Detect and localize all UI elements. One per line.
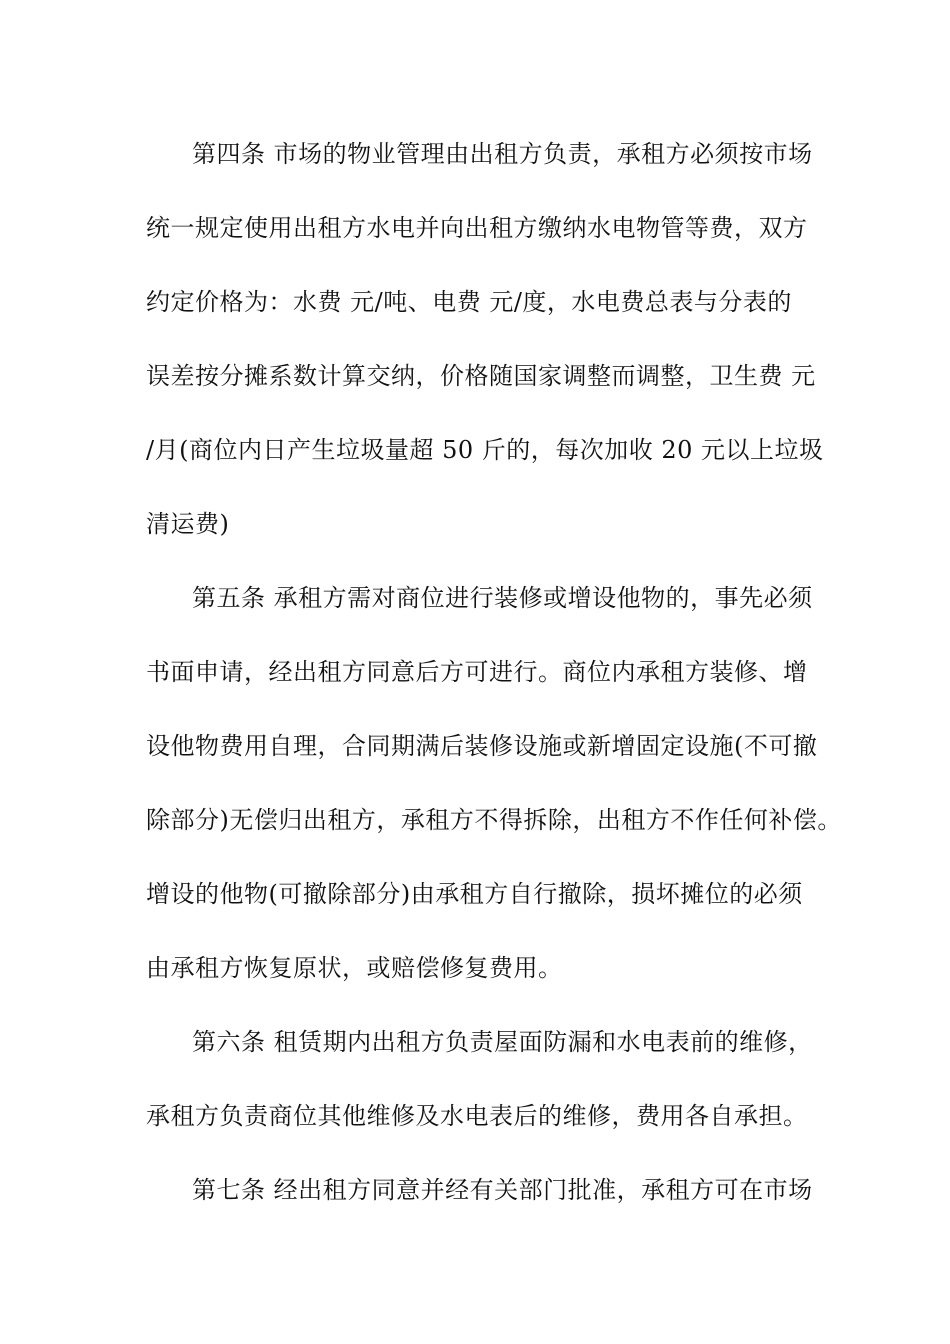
article-5-line-4: 除部分)无偿归出租方，承租方不得拆除，出租方不作任何补偿。 (146, 806, 842, 834)
article-5-line-3: 设他物费用自理，合同期满后装修设施或新增固定设施(不可撤 (146, 732, 818, 760)
article-4-line-6: 清运费) (146, 510, 230, 538)
article-4-line-4: 误差按分摊系数计算交纳，价格随国家调整而调整，卫生费 元 (146, 362, 816, 390)
article-7-line-1: 第七条 经出租方同意并经有关部门批准，承租方可在市场 (192, 1176, 813, 1204)
article-4-line-3: 约定价格为：水费 元/吨、电费 元/度，水电费总表与分表的 (146, 288, 792, 316)
article-6-line-2: 承租方负责商位其他维修及水电表后的维修，费用各自承担。 (146, 1102, 808, 1130)
article-5-line-6: 由承租方恢复原状，或赔偿修复费用。 (146, 954, 563, 982)
article-5-line-1: 第五条 承租方需对商位进行装修或增设他物的，事先必须 (192, 584, 813, 612)
contract-text (146, 132, 842, 1242)
article-4-line-1: 第四条 市场的物业管理由出租方负责，承租方必须按市场 (192, 140, 813, 168)
article-5-line-2: 书面申请，经出租方同意后方可进行。商位内承租方装修、增 (146, 658, 808, 686)
article-5-line-5: 增设的他物(可撤除部分)由承租方自行撤除，损坏摊位的必须 (146, 880, 803, 908)
article-4-line-5: /月(商位内日产生垃圾量超 50 斤的，每次加收 20 元以上垃圾 (146, 436, 824, 464)
article-4-line-2: 统一规定使用出租方水电并向出租方缴纳水电物管等费，双方 (146, 214, 808, 242)
article-6-line-1: 第六条 租赁期内出租方负责屋面防漏和水电表前的维修， (192, 1028, 813, 1056)
